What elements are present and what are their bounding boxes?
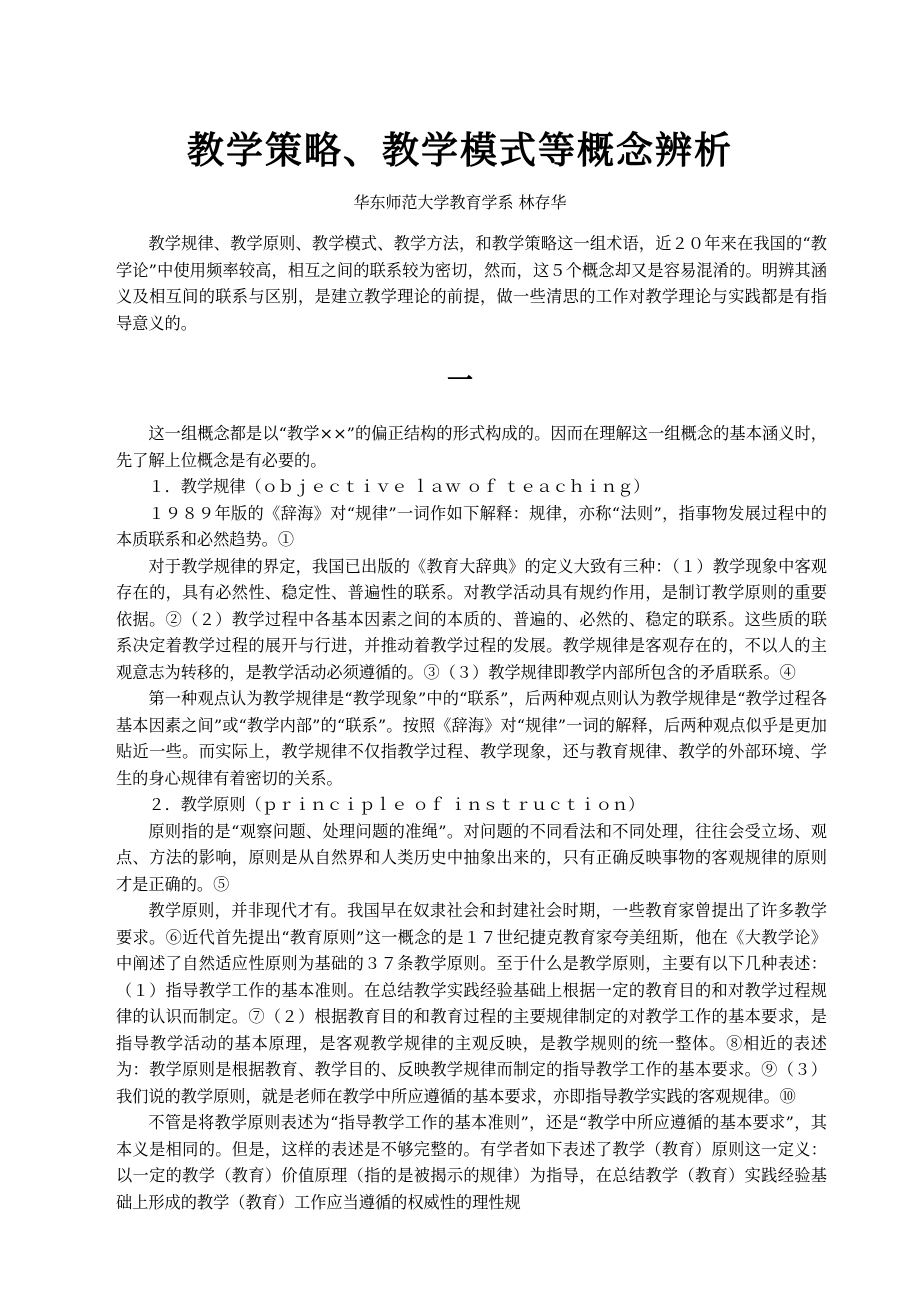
paragraph: 原则指的是“观察问题、处理问题的准绳”。对问题的不同看法和不同处理，往往会受立场、观点、方法的影响，原则是从自然界和人类历史中抽象出来的，只有正确反映事物的客观规律的原则才是正确的。⑤	[116, 821, 827, 894]
subheading-teaching-principle: ２．教学原则（ｐｒｉｎｃｉｐｌｅ ｏｆ ｉｎｓｔｒｕｃｔｉｏｎ）	[148, 795, 645, 814]
subheading-teaching-law: １．教学规律（ｏｂｊｅｃｔｉｖｅ ｌａｗ ｏｆ ｔｅａｃｈｉｎｇ）	[148, 477, 650, 496]
paragraph: 这一组概念都是以“教学××”的偏正结构的形式构成的。因而在理解这一组概念的基本涵义时，先了解上位概念是有必要的。	[116, 424, 827, 470]
author-line: 华东师范大学教育学系 林存华	[353, 193, 567, 212]
paragraph: 不管是将教学原则表述为“指导教学工作的基本准则”，还是“教学中所应遵循的基本要求”，其本义是相同的。但是，这样的表述是不够完整的。有学者如下表述了教学（教育）原则这一定义：以一定的教学（教育）价值原理（指的是被揭示的规律）为指导，在总结教学（教育）实践经验基础上形成的教学（教育）工作应当遵循的权威性的理性规	[116, 1113, 827, 1212]
body-block	[116, 421, 827, 1216]
paragraph: １９８９年版的《辞海》对“规律”一词作如下解释：规律，亦称“法则”，指事物发展过程中的本质联系和必然趋势。①	[116, 503, 827, 549]
paragraph: 对于教学规律的界定，我国已出版的《教育大辞典》的定义大致有三种：（１）教学现象中客观存在的，具有必然性、稳定性、普遍性的联系。对教学活动具有规约作用，是制订教学原则的重要依据。②（２）教学过程中各基本因素之间的本质的、普遍的、必然的、稳定的联系。这些质的联系决定着教学过程的展开与行进，并推动着教学过程的发展。教学规律是客观存在的，不以人的主观意志为转移的，是教学活动必须遵循的。③（３）教学规律即教学内部所包含的矛盾联系。④	[116, 556, 827, 682]
intro-block	[116, 231, 827, 337]
intro-paragraph: 教学规律、教学原则、教学模式、教学方法，和教学策略这一组术语，近２０年来在我国的“教学论”中使用频率较高，相互之间的联系较为密切，然而，这５个概念却又是容易混淆的。明辨其涵义及相互间的联系与区别，是建立教学理论的前提，做一些清思的工作对教学理论与实践都是有指导意义的。	[116, 234, 827, 333]
paragraph: 第一种观点认为教学规律是“教学现象”中的“联系”，后两种观点则认为教学规律是“教学过程各基本因素之间”或“教学内部”的“联系”。按照《辞海》对“规律”一词的解释，后两种观点似乎是更加贴近一些。而实际上，教学规律不仅指教学过程、教学现象，还与教育规律、教学的外部环境、学生的身心规律有着密切的关系。	[116, 689, 827, 788]
paragraph: 教学原则，并非现代才有。我国早在奴隶社会和封建社会时期，一些教育家曾提出了许多教学要求。⑥近代首先提出“教育原则”这一概念的是１７世纪捷克教育家夸美纽斯，他在《大教学论》中阐述了自然适应性原则为基础的３７条教学原则。至于什么是教学原则，主要有以下几种表述：（１）指导教学工作的基本准则。在总结教学实践经验基础上根据一定的教育目的和对教学过程规律的认识而制定。⑦（２）根据教育目的和教育过程的主要规律制定的对教学工作的基本要求，是指导教学活动的基本原理，是客观教学规律的主观反映，是教学规则的统一整体。⑧相近的表述为：教学原则是根据教育、教学目的、反映教学规律而制定的指导教学工作的基本要求。⑨（３）我们说的教学原则，就是老师在教学中所应遵循的基本要求，亦即指导教学实践的客观规律。⑩	[116, 901, 827, 1106]
page-title: 教学策略、教学模式等概念辨析	[187, 129, 733, 172]
section-heading: 一	[446, 366, 473, 396]
